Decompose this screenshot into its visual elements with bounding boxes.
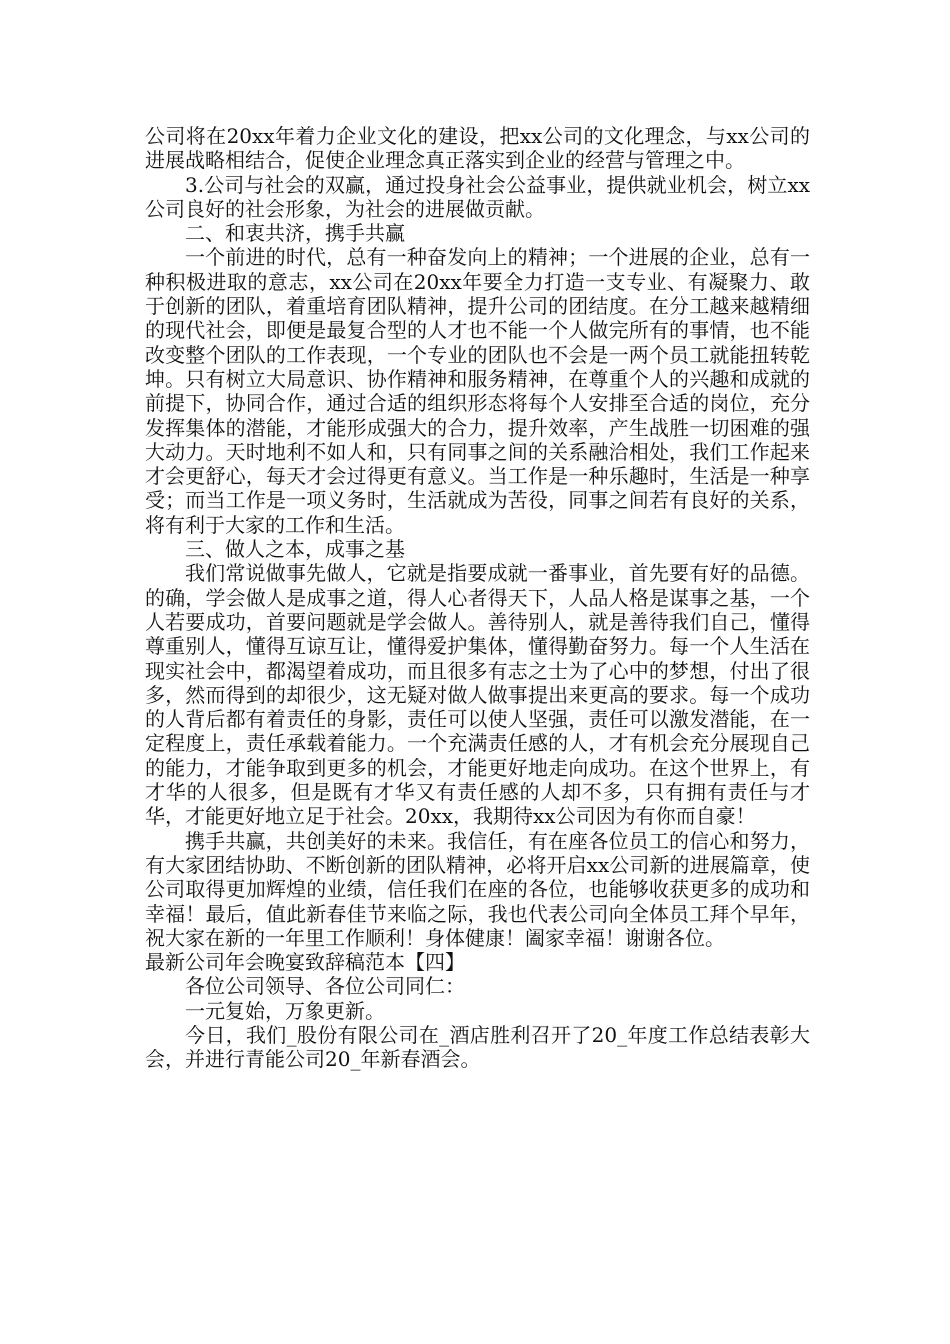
paragraph-closing: 携手共赢，共创美好的未来。我信任，有在座各位员工的信心和努力，有大家团结协助、不断创新的团队精神，必将开启xx公司新的进展篇章，使公司取得更加辉煌的业绩，信任我们在座的各位，也能够收获更多的成功和幸福！最后，值此新春佳节来临之际，我也代表公司向全体员工拜个早年，祝大家在新的一年里工作顺利！身体健康！阖家幸福！谢谢各位。 bbox=[145, 828, 810, 950]
paragraph-greeting: 各位公司领导、各位公司同仁： bbox=[185, 974, 465, 999]
paragraph-today: 今日，我们_股份有限公司在_酒店胜利召开了20_年度工作总结表彰大会，并进行青能公司20_年新春酒会。 bbox=[145, 1022, 810, 1072]
speech-title-4: 最新公司年会晚宴致辞稿范本【四】 bbox=[145, 950, 465, 975]
paragraph-point-3: 3.公司与社会的双赢，通过投身社会公益事业，提供就业机会，树立xx公司良好的社会形象，为社会的进展做贡献。 bbox=[145, 172, 810, 221]
paragraph-section-3-body: 我们常说做事先做人，它就是指要成就一番事业，首先要有好的品德。的确，学会做人是成事之道，得人心者得天下，人品人格是谋事之基，一个人若要成功，首要问题就是学会做人。善待别人，就是善待我们自己，懂得尊重别人，懂得互谅互让，懂得爱护集体，懂得勤奋努力。每一个人生活在现实社会中，都渴望着成功，而且很多有志之士为了心中的梦想，付出了很多，然而得到的却很少，这无疑对做人做事提出来更高的要求。每一个成功的人背后都有着责任的身影，责任可以使人坚强，责任可以激发潜能，在一定程度上，责任承载着能力。一个充满责任感的人，才有机会充分展现自己的能力，才能争取到更多的机会，才能更好地走向成功。在这个世界上，有才华的人很多，但是既有才华又有责任感的人却不多，只有拥有责任与才华，才能更好地立足于社会。20xx，我期待xx公司因为有你而自豪！ bbox=[145, 561, 810, 829]
paragraph-section-2-body: 一个前进的时代，总有一种奋发向上的精神；一个进展的企业，总有一种积极进取的意志，xx公司在20xx年要全力打造一支专业、有凝聚力、敢于创新的团队，着重培育团队精神，提升公司的团结度。在分工越来越精细的现代社会，即便是最复合型的人才也不能一个人做完所有的事情，也不能改变整个团队的工作表现，一个专业的团队也不会是一两个员工就能扭转乾坤。只有树立大局意识、协作精神和服务精神，在尊重个人的兴趣和成就的前提下，协同合作，通过合适的组织形态将每个人安排至合适的岗位，充分发挥集体的潜能，才能形成强大的合力，提升效率，产生战胜一切困难的强大动力。天时地利不如人和，只有同事之间的关系融洽相处，我们工作起来才会更舒心，每天才会过得更有意义。当工作是一种乐趣时，生活是一种享受；而当工作是一项义务时，生活就成为苦役，同事之间若有良好的关系，将有利于大家的工作和生活。 bbox=[145, 245, 810, 537]
paragraph-new-year: 一元复始，万象更新。 bbox=[185, 998, 385, 1023]
paragraph-continuation: 公司将在20xx年着力企业文化的建设，把xx公司的文化理念，与xx公司的进展战略相结合，促使企业理念真正落实到企业的经营与管理之中。 bbox=[145, 124, 810, 173]
section-heading-3: 三、做人之本，成事之基 bbox=[185, 537, 405, 562]
document-page bbox=[145, 124, 810, 1072]
section-heading-2: 二、和衷共济，携手共赢 bbox=[185, 221, 405, 246]
